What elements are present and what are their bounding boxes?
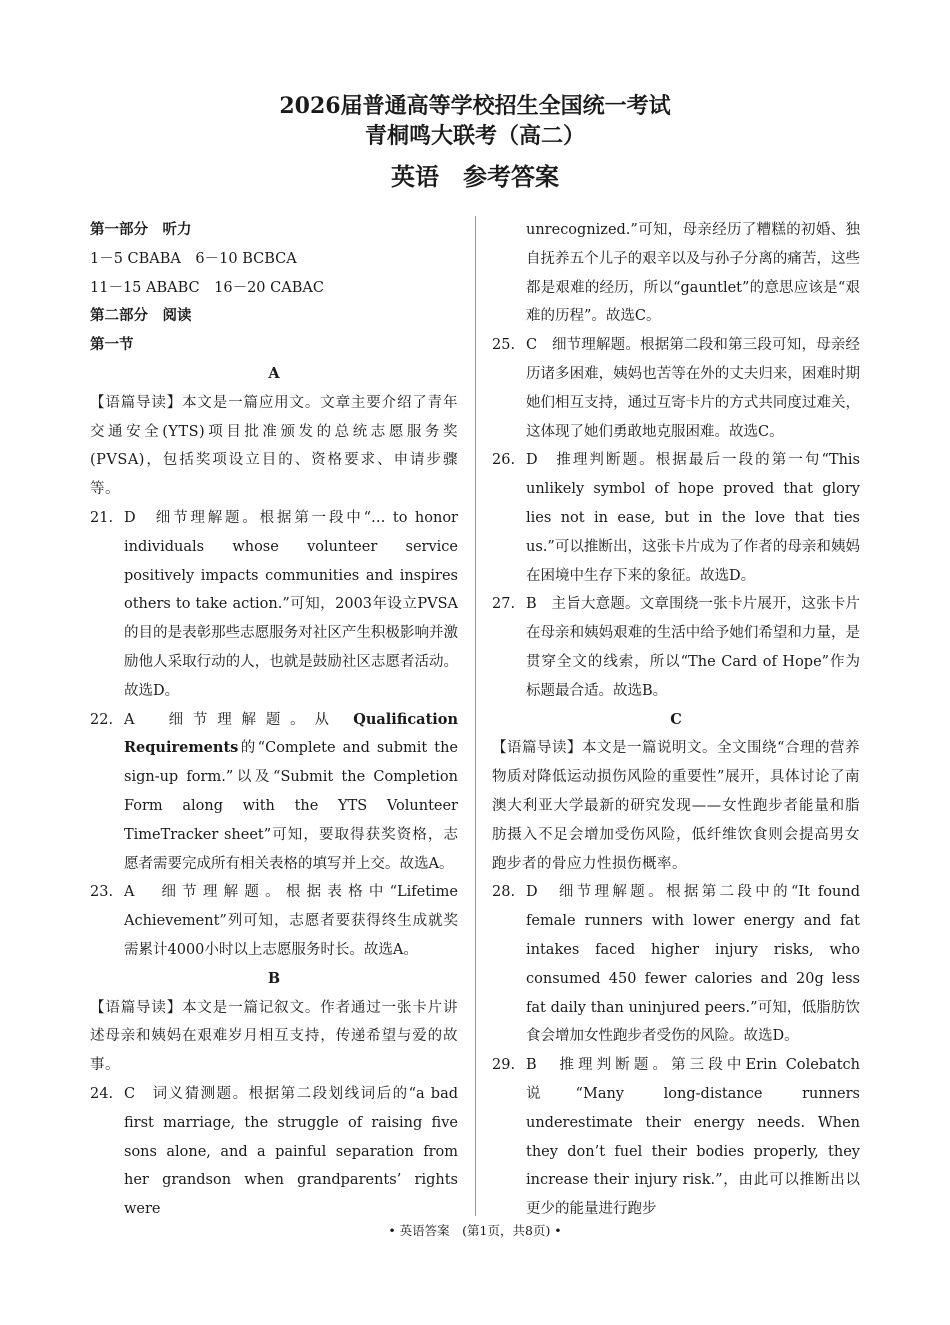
question-number: 21.	[90, 509, 114, 526]
question-21	[90, 504, 458, 706]
listening-answers-2: 11－15 ABABC 16－20 CABAC	[90, 279, 324, 296]
passage-a-intro: 【语篇导读】本文是一篇应用文。文章主要介绍了青年交通安全(YTS)项目批准颁发的总统志愿服务奖(PVSA)，包括奖项设立目的、资格要求、申请步骤等。	[90, 394, 458, 498]
question-29	[492, 1051, 860, 1224]
question-explanation: C 词义猜测题。根据第二段划线词后的“a bad first marriage, the struggle of raising five sons alone, and a painful separation from her grandson when grandparents’ rights were	[124, 1085, 458, 1218]
question-explanation: D 细节理解题。根据第一段中“… to honor individuals whose volunteer service positively impacts communities and inspires others to take action.”可知，2003年设立PVSA的目的是表彰那些志愿服务对社区产生积极影响并激励他人采取行动的人，也就是鼓励社区志愿者活动。故选D。	[124, 509, 458, 699]
question-number: 28.	[492, 884, 516, 901]
question-24-continued	[492, 216, 860, 331]
question-number: 25.	[492, 337, 516, 354]
document-header	[0, 92, 950, 192]
exam-title: 2026届普通高等学校招生全国统一考试	[279, 93, 671, 119]
question-26	[492, 446, 860, 590]
passage-a-heading: A	[268, 364, 280, 382]
section-heading: 第一节	[90, 336, 134, 354]
question-explanation: B 推理判断题。第三段中Erin Colebatch说“Many long-distance runners underestimate their energy needs. When they don’t fuel their bodies properly, they increase their injury risk.”，由此可以推断出以更少的能量进行跑步	[526, 1057, 860, 1218]
left-column	[90, 216, 458, 1224]
column-divider	[475, 216, 476, 1216]
passage-c-intro: 【语篇导读】本文是一篇说明文。全文围绕“合理的营养物质对降低运动损伤风险的重要性”展开，具体讨论了南澳大利亚大学最新的研究发现——女性跑步者能量和脂肪摄入不足会增加受伤风险，低纤维饮食则会提高男女跑步者的骨应力性损伤概率。	[492, 740, 860, 872]
question-explanation: A 细节理解题。根据表格中“Lifetime Achievement”列可知，志愿者要获得终生成就奖需累计4000小时以上志愿服务时长。故选A。	[124, 884, 458, 958]
question-number: 29.	[492, 1057, 516, 1074]
question-27	[492, 590, 860, 705]
question-number: 22.	[90, 711, 114, 728]
part-listening-heading: 第一部分 听力	[90, 221, 192, 238]
explanation-text: A 细节理解题。从	[124, 711, 339, 728]
question-explanation: D 细节理解题。根据第二段中的“It found female runners with lower energy and fat intakes faced higher injury risks, who consumed 450 fewer calories and 20g less fat daily than uninjured peers.”可知，低脂肪饮食会增加女性跑步者受伤的风险。故选D。	[526, 884, 860, 1045]
question-22	[90, 706, 458, 879]
explanation-text: 的“Complete and submit the sign-up form.”以及“Submit the Completion Form along with the YTS Volunteer TimeTracker sheet”可知，要取得获奖资格，志愿者需要完成所有相关表格的填写并上交。故选A。	[124, 740, 458, 872]
question-number: 27.	[492, 596, 516, 613]
exam-subtitle: 青桐鸣大联考（高二）	[364, 123, 585, 149]
question-explanation: C 细节理解题。根据第二段和第三段可知，母亲经历诸多困难，姨妈也苦等在外的丈夫归来，困难时期她们相互支持，通过互寄卡片的方式共同度过难关，这体现了她们勇敢地克服困难。故选C。	[526, 337, 860, 440]
page-footer: • 英语答案 (第1页，共8页) •	[388, 1223, 562, 1238]
part-reading-heading: 第二部分 阅读	[90, 307, 192, 325]
question-25	[492, 331, 860, 446]
question-number: 26.	[492, 452, 516, 469]
question-explanation	[124, 706, 458, 879]
passage-b-heading: B	[267, 969, 281, 987]
passage-b-intro: 【语篇导读】本文是一篇记叙文。作者通过一张卡片讲述母亲和姨妈在艰难岁月相互支持，传递希望与爱的故事。	[90, 999, 458, 1074]
answer-key-title: 英语 参考答案	[391, 162, 559, 191]
question-number: 23.	[90, 884, 114, 901]
right-column	[492, 216, 860, 1224]
question-number: 24.	[90, 1085, 114, 1102]
bold-term: Qualification Requirements	[124, 710, 458, 757]
question-28	[492, 878, 860, 1051]
question-24	[90, 1080, 458, 1224]
question-23	[90, 878, 458, 964]
question-explanation: D 推理判断题。根据最后一段的第一句“This unlikely symbol of hope proved that glory lies not in ease, but in the love that ties us.”可以推断出，这张卡片成为了作者的母亲和姨妈在困境中生存下来的象征。故选D。	[526, 452, 860, 584]
listening-answers-1: 1－5 CBABA 6－10 BCBCA	[90, 250, 297, 267]
passage-c-heading: C	[670, 710, 682, 728]
question-explanation: B 主旨大意题。文章围绕一张卡片展开，这张卡片在母亲和姨妈艰难的生活中给予她们希望和力量，是贯穿全文的线索，所以“The Card of Hope”作为标题最合适。故选B。	[526, 596, 860, 699]
question-explanation: unrecognized.”可知，母亲经历了糟糕的初婚、独自抚养五个儿子的艰辛以及与孙子分离的痛苦，这些都是艰难的经历，所以“gauntlet”的意思应该是“艰难的历程”。故选C。	[526, 222, 860, 325]
